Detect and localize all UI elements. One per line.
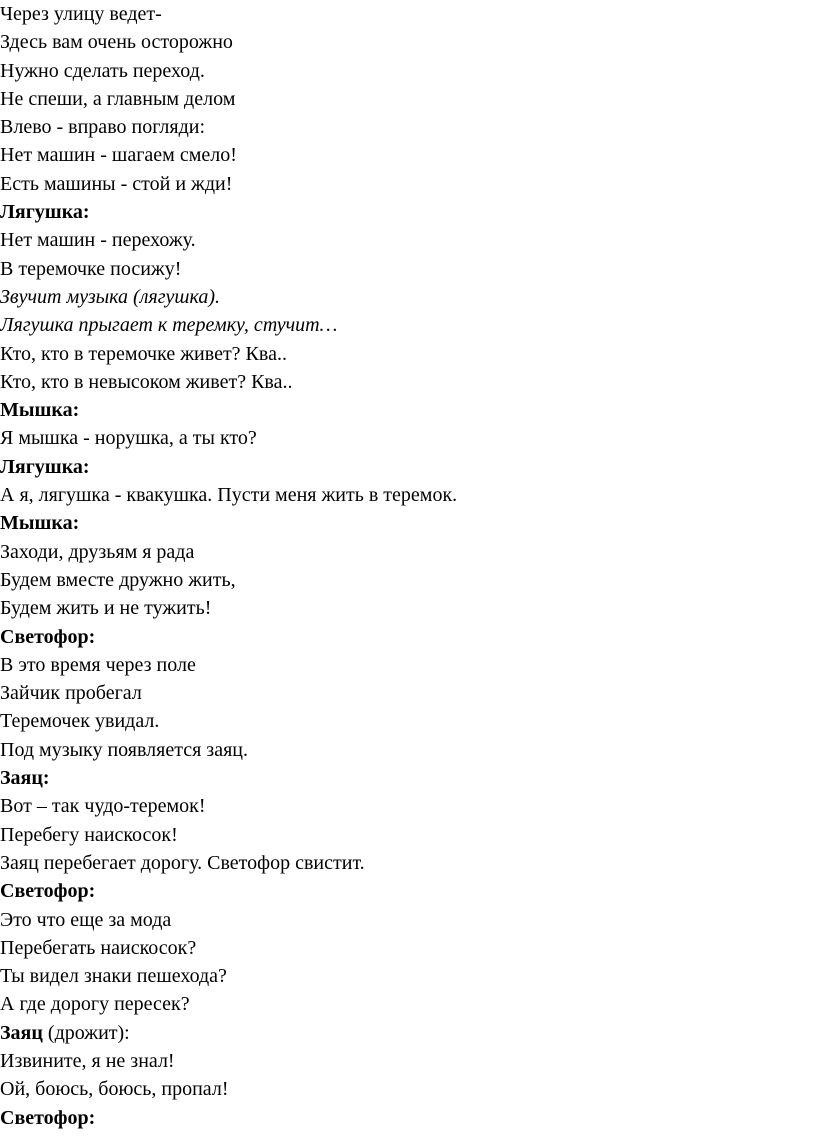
text-line: Это что еще за мода (0, 908, 172, 931)
text-line: Перебегу наискосок! (0, 823, 178, 846)
speaker-label: Лягушка: (0, 455, 90, 478)
text-line: Ты видел знаки пешехода? (0, 965, 227, 988)
text-line: Заходи, друзьям я рада (0, 540, 195, 563)
speaker-label: Светофор: (0, 625, 96, 648)
text-line: Теремочек увидал. (0, 710, 160, 733)
text-line: Не спеши, а главным делом (0, 87, 236, 110)
text-line: Будем жить и не тужить! (0, 597, 212, 620)
speaker-label: Заяц (0, 1021, 43, 1044)
text-line: А где дорогу пересек? (0, 993, 190, 1016)
text-line: А я, лягушка - квакушка. Пусти меня жить в теремок. (0, 484, 458, 507)
text-line: Я мышка - норушка, а ты кто? (0, 427, 257, 450)
speaker-label: Заяц: (0, 767, 50, 790)
text-line: Влево - вправо погляди: (0, 116, 205, 139)
text-line: Есть машины - стой и жди! (0, 172, 233, 195)
text-line: Под музыку появляется заяц. (0, 738, 248, 761)
text-line: Вот – так чудо-теремок! (0, 795, 206, 818)
text-line: Нет машин - шагаем смело! (0, 144, 237, 167)
text-line: В это время через поле (0, 653, 196, 676)
speaker-aside: (дрожит): (42, 1021, 130, 1044)
text-line: Кто, кто в невысоком живет? Ква.. (0, 370, 293, 393)
text-line: Здесь вам очень осторожно (0, 31, 233, 54)
text-line: Перебегать наискосок? (0, 936, 197, 959)
speaker-label: Светофор: (0, 1106, 96, 1129)
speaker-label: Мышка: (0, 399, 80, 422)
text-line: Кто, кто в теремочке живет? Ква.. (0, 342, 287, 365)
text-line: Будем вместе дружно жить, (0, 568, 236, 591)
stage-direction: Звучит музыка (лягушка). (0, 285, 220, 308)
text-line: Нужно сделать переход. (0, 59, 205, 82)
speaker-label: Светофор: (0, 880, 96, 903)
text-line: Заяц перебегает дорогу. Светофор свистит. (0, 851, 365, 874)
text-line: Ой, боюсь, боюсь, пропал! (0, 1078, 229, 1101)
stage-direction: Лягушка прыгает к теремку, стучит… (0, 314, 338, 337)
text-line: Зайчик пробегал (0, 682, 142, 705)
speaker-label: Мышка: (0, 512, 80, 535)
text-line: В теремочке посижу! (0, 257, 182, 280)
text-line: Нет машин - перехожу. (0, 229, 196, 252)
text-line: Извините, я не знал! (0, 1049, 175, 1072)
speaker-line (0, 1019, 816, 1047)
speaker-label: Лягушка: (0, 201, 90, 224)
text-line: Через улицу ведет- (0, 3, 162, 25)
